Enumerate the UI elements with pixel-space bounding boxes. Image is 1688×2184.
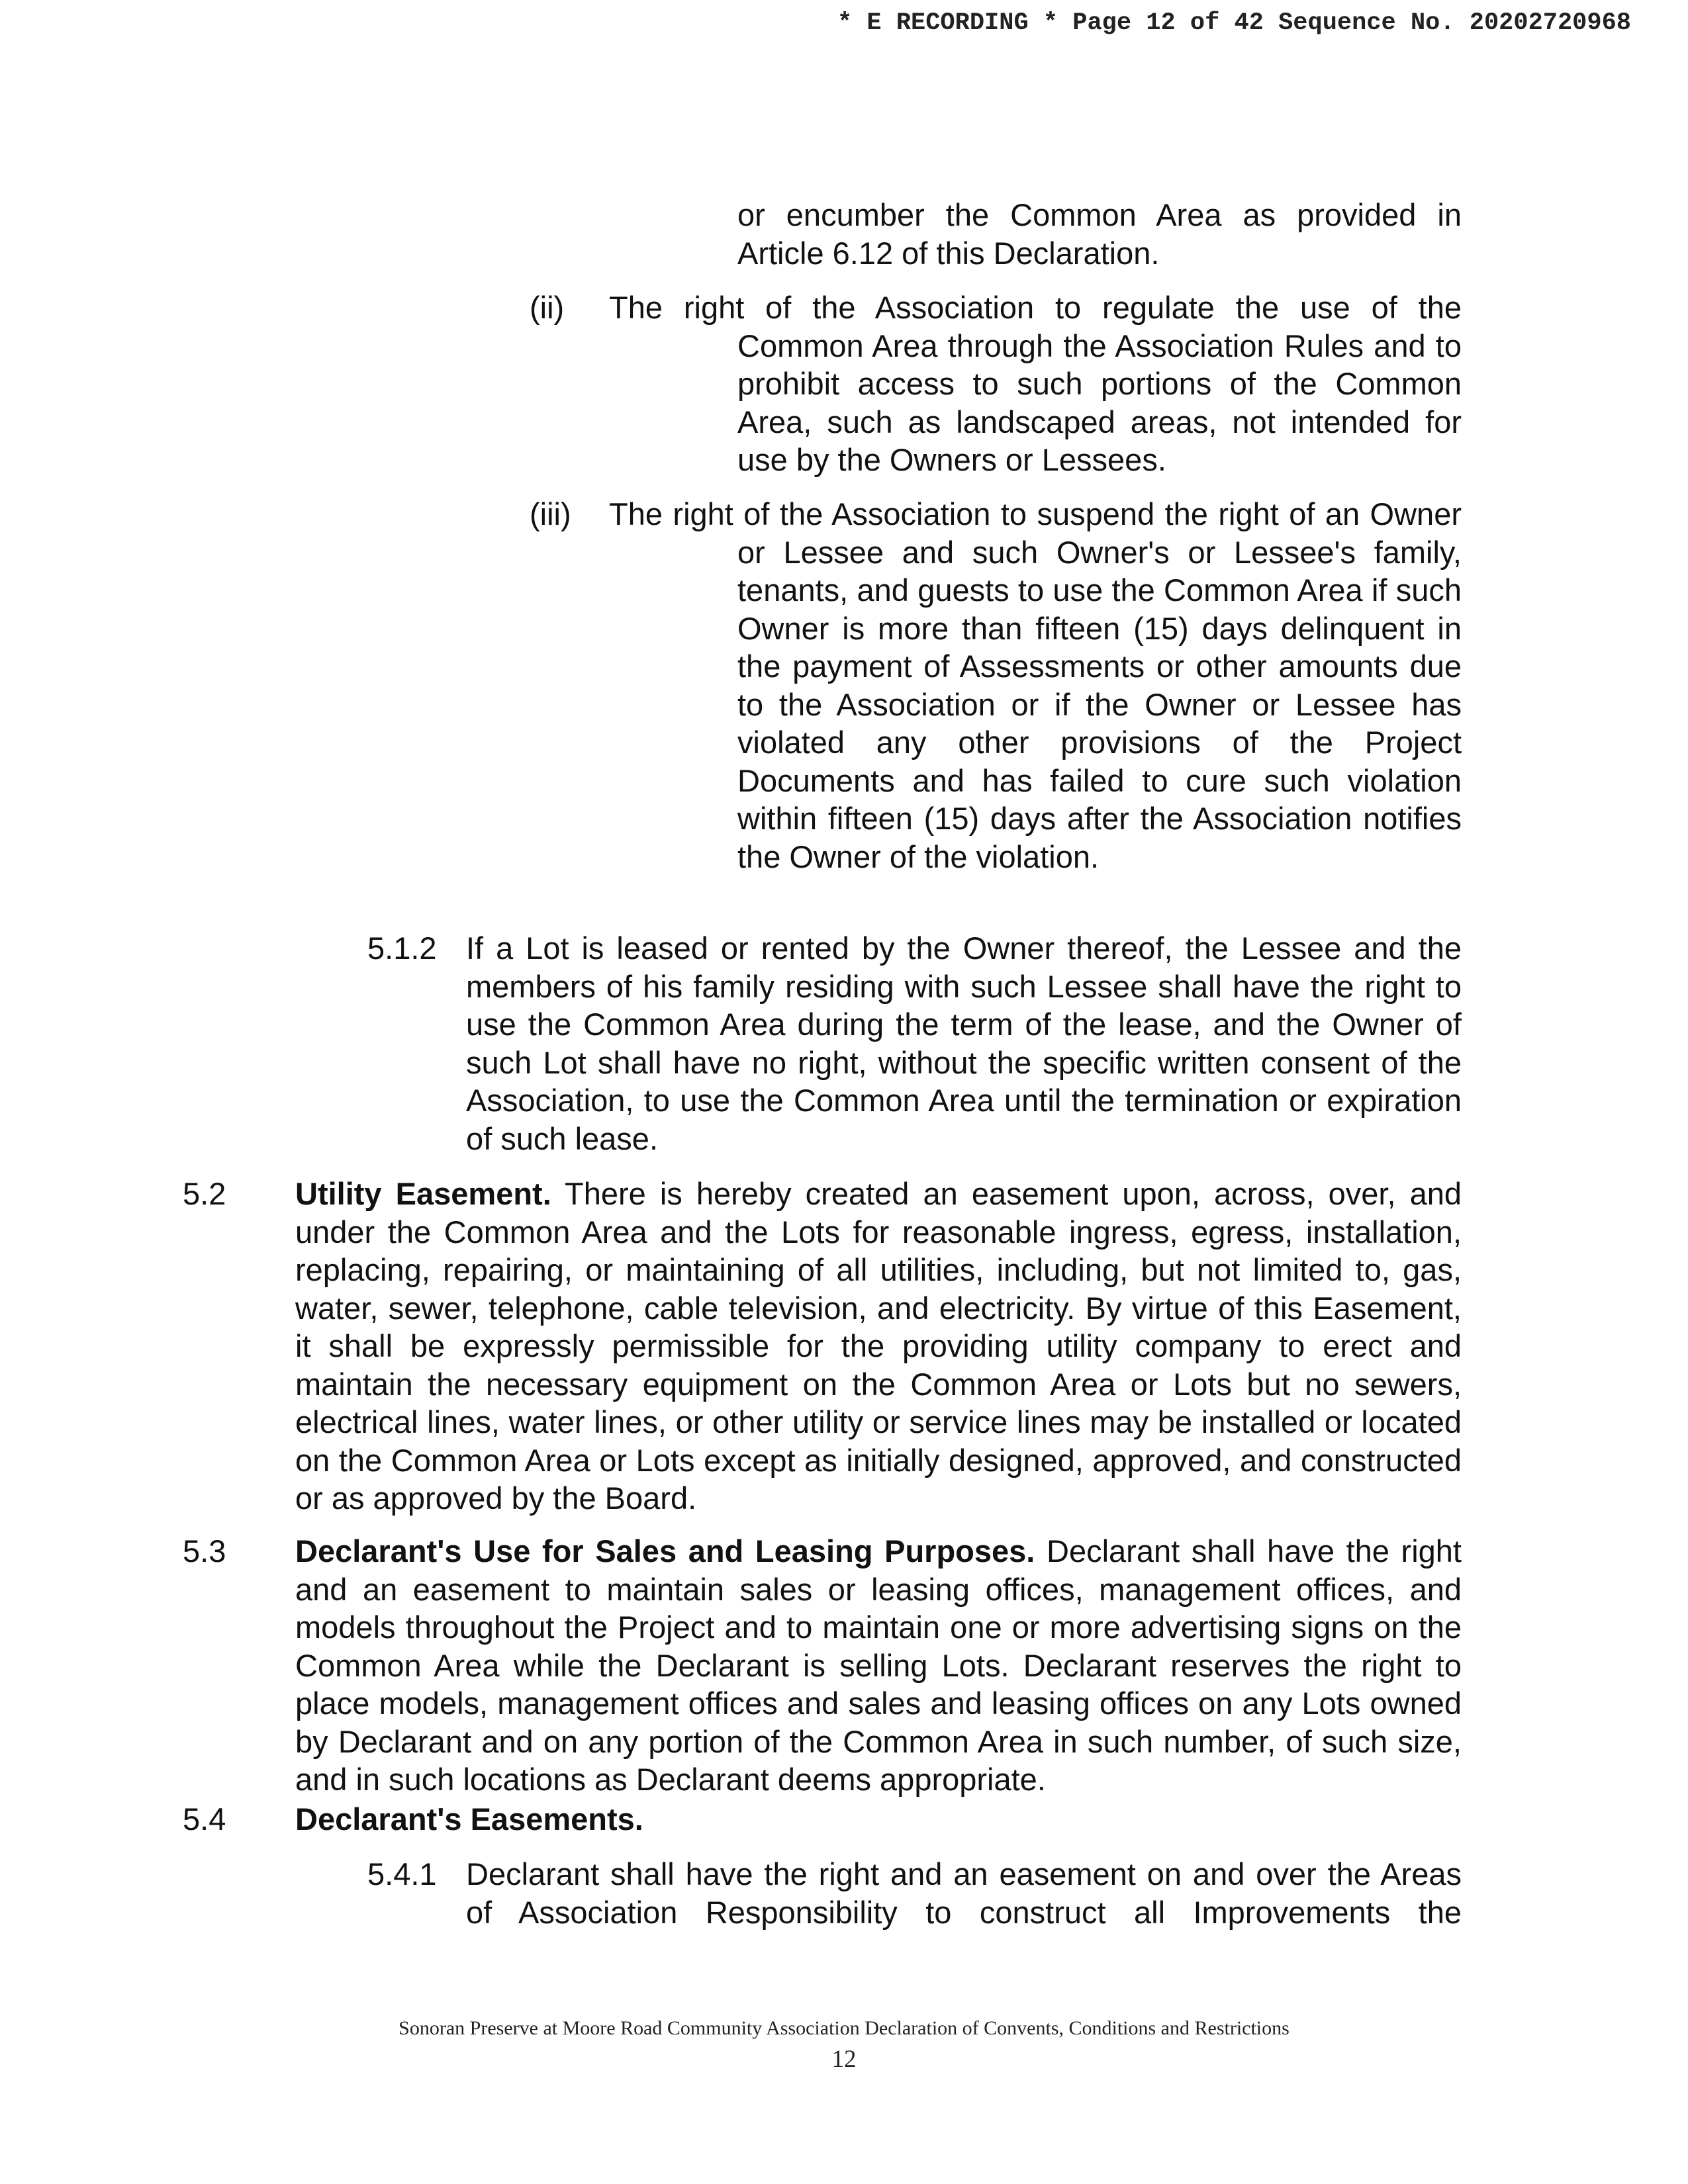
section-5-3-heading: Declarant's Use for Sales and Leasing Purposes.: [295, 1533, 1035, 1569]
section-5-2-paragraph: [295, 1175, 1462, 1518]
subsection-5-1-2-text: If a Lot is leased or rented by the Owner thereof, the Lessee and the members of his family residing with such Lessee shall have the right to use the Common Area during the term of the lease, and the Owner of such Lot shall have no right, without the specific written consent of the Association, to use the Common Area until the termination or expiration of such lease.: [466, 931, 1462, 1156]
item-iii-text: The right of the Association to suspend the right of an Owner or Lessee and such Owner's or Lessee's family, tenants, and guests to use the Common Area if such Owner is more than fifteen (15) days delinquent in the payment of Assessments or other amounts due to the Association or if the Owner or Lessee has violated any other provisions of the Project Documents and has failed to cure such violation within fifteen (15) days after the Association notifies the Owner of the violation.: [609, 496, 1462, 874]
continuation-paragraph: or encumber the Common Area as provided in Article 6.12 of this Declaration.: [737, 197, 1462, 271]
section-5-3-text: Declarant shall have the right and an easement to maintain sales or leasing offices, management offices, and models throughout the Project and to maintain one or more advertising signs on the Common Area while the Declarant is selling Lots. Declarant reserves the right to place models, management offices and sales and leasing offices on any Lots owned by Declarant and on any portion of the Common Area in such number, of such size, and in such locations as Declarant deems appropriate.: [295, 1533, 1462, 1797]
section-5-3-number: 5.3: [183, 1533, 226, 1569]
item-ii-label: (ii): [530, 290, 565, 325]
section-5-3-paragraph: [295, 1532, 1462, 1799]
subsection-5-4-1-number: 5.4.1: [367, 1856, 437, 1891]
item-iii-label: (iii): [530, 496, 571, 531]
footer-page-number: 12: [831, 2046, 857, 2073]
subsection-5-1-2-number: 5.1.2: [367, 931, 437, 966]
recording-header: * E RECORDING * Page 12 of 42 Sequence No. 20202720968: [837, 9, 1631, 37]
section-5-2-text: There is hereby created an easement upon, across, over, and under the Common Area and the Lots for reasonable ingress, egress, installation, replacing, repairing, or maintaining of all utilities, including, but not limited to, gas, water, sewer, telephone, cable television, and electricity. By virtue of this Easement, it shall be expressly permissible for the providing utility company to erect and maintain the necessary equipment on the Common Area or Lots but no sewers, electrical lines, water lines, or other utility or service lines may be installed or located on the Common Area or Lots except as initially designed, approved, and constructed or as approved by the Board.: [295, 1176, 1462, 1516]
subsection-5-4-1-text: Declarant shall have the right and an easement on and over the Areas of Association Responsibility to construct all Improvements the: [466, 1856, 1462, 1930]
footer-title: Sonoran Preserve at Moore Road Community Association Declaration of Convents, Conditions and Restrictions: [399, 2017, 1289, 2039]
item-ii-text: The right of the Association to regulate the use of the Common Area through the Association Rules and to prohibit access to such portions of the Common Area, such as landscaped areas, not intended for use by the Owners or Lessees.: [609, 290, 1462, 477]
section-5-4-number: 5.4: [183, 1801, 226, 1837]
section-5-2-heading: Utility Easement.: [295, 1176, 551, 1211]
section-5-2-number: 5.2: [183, 1176, 226, 1211]
section-5-4-heading: Declarant's Easements.: [295, 1801, 643, 1837]
